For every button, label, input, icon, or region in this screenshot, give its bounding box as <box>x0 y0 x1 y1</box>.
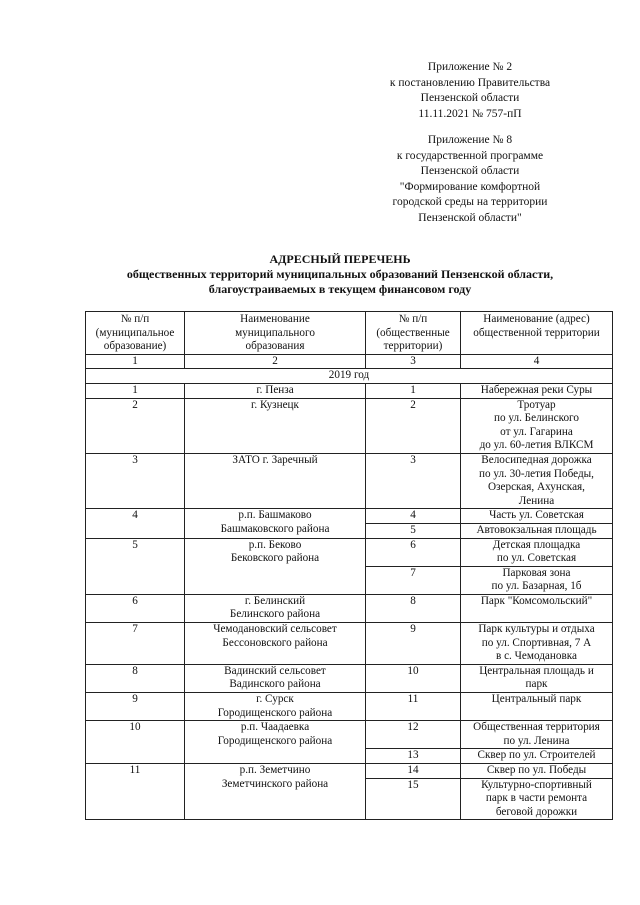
header-line: Пензенской области <box>420 92 520 104</box>
territory-name-cell <box>461 383 613 398</box>
territory-name-line: по ул. Советская <box>496 552 577 565</box>
territory-name-line: Автовокзальная площадь <box>476 523 597 536</box>
territory-number-cell: 4 <box>366 509 461 524</box>
table-row <box>86 721 613 749</box>
mo-name-line: Чемодановский сельсовет <box>213 623 337 636</box>
header-line: 11.11.2021 № 757-пП <box>418 107 522 120</box>
territory-name-cell <box>461 509 613 524</box>
territory-name-line: парк в части ремонта <box>485 792 588 805</box>
mo-number-cell: 7 <box>86 623 185 665</box>
territory-name-line: до ул. 60-летия ВЛКСМ <box>479 439 594 452</box>
mo-name-cell <box>185 623 366 665</box>
territory-name-cell <box>461 778 613 820</box>
territory-name-line: Центральная площадь и <box>479 664 594 677</box>
header-line: "Формирование комфортной <box>399 180 541 193</box>
header-line: Приложение № 8 <box>427 134 513 146</box>
mo-name-cell <box>185 664 366 692</box>
mo-name-line: Белинского района <box>229 608 321 621</box>
territory-name-line: Общественная территория <box>473 721 600 734</box>
territory-name-line: по ул. Базарная, 1б <box>491 580 582 593</box>
mo-name-line: р.п. Чаадаевка <box>240 721 310 734</box>
territory-number-cell: 8 <box>366 594 461 622</box>
territory-name-line: Тротуар <box>517 398 556 411</box>
territory-number-cell: 7 <box>366 566 461 594</box>
territory-number-cell: 5 <box>366 523 461 538</box>
mo-name-cell <box>185 693 366 721</box>
mo-name-line: Бековского района <box>230 552 320 565</box>
territory-name-cell <box>461 398 613 453</box>
mo-name-line: р.п. Башмаково <box>238 509 312 522</box>
column-numbers-row <box>86 354 613 369</box>
territory-name-cell <box>461 538 613 566</box>
column-header-mo-number: № п/п (муниципальное образование) <box>86 312 185 355</box>
territory-name-line: Центральный парк <box>491 693 582 706</box>
mo-name-cell <box>185 538 366 594</box>
title-line: АДРЕСНЫЙ ПЕРЕЧЕНЬ <box>269 252 411 266</box>
header-line: Приложение № 2 <box>427 61 513 73</box>
territory-name-cell <box>461 523 613 538</box>
territory-name-line: по ул. Спортивная, 7 А <box>481 636 592 649</box>
mo-name-line: Бессоновского района <box>222 636 328 649</box>
mo-number-cell: 11 <box>86 764 185 820</box>
mo-name-line: г. Кузнецк <box>251 398 299 411</box>
territory-name-line: парк <box>525 678 548 691</box>
territory-number-cell: 3 <box>366 453 461 508</box>
table-row <box>86 594 613 622</box>
mo-name-cell <box>185 453 366 508</box>
document-header <box>370 60 570 237</box>
territory-name-line: Парк "Комсомольский" <box>480 594 593 607</box>
territory-name-cell <box>461 664 613 692</box>
territory-number-cell: 14 <box>366 764 461 779</box>
table-row <box>86 623 613 665</box>
territory-name-line: по ул. Белинского <box>494 412 579 425</box>
mo-number-cell: 8 <box>86 664 185 692</box>
territory-name-cell <box>461 566 613 594</box>
mo-number-cell: 10 <box>86 721 185 764</box>
year-label: 2019 год <box>86 369 613 384</box>
mo-name-line: г. Сурск <box>256 693 294 706</box>
header-line: к постановлению Правительства <box>389 76 551 89</box>
mo-name-line: Башмаковского района <box>220 522 330 535</box>
header-line: Пензенской области <box>420 165 520 177</box>
mo-name-cell <box>185 764 366 820</box>
title-line: благоустраиваемых в текущем финансовом году <box>208 282 472 296</box>
mo-name-cell <box>185 594 366 622</box>
territory-name-cell <box>461 693 613 721</box>
territory-name-cell <box>461 453 613 508</box>
territory-name-line: Парковая зона <box>502 566 571 579</box>
mo-name-line: Земетчинского района <box>221 777 329 790</box>
table-row <box>86 764 613 779</box>
mo-name-line: р.п. Беково <box>248 538 302 551</box>
mo-number-cell: 3 <box>86 453 185 508</box>
column-header-mo-name: Наименование муниципального образования <box>185 312 366 355</box>
territory-name-line: Ленина <box>518 494 555 507</box>
territory-number-cell: 11 <box>366 693 461 721</box>
mo-number-cell: 2 <box>86 398 185 453</box>
territory-number-cell: 2 <box>366 398 461 453</box>
title-line: общественных территорий муниципальных образований Пензенской области, <box>126 267 554 281</box>
mo-number-cell: 6 <box>86 594 185 622</box>
appendix-8-block <box>370 133 570 226</box>
territory-name-line: Детская площадка <box>492 538 581 551</box>
mo-name-line: Вадинского района <box>229 678 321 691</box>
territory-name-line: Часть ул. Советская <box>489 509 584 522</box>
column-number: 3 <box>366 354 461 369</box>
territory-number-cell: 9 <box>366 623 461 665</box>
column-number: 1 <box>86 354 185 369</box>
mo-name-cell <box>185 383 366 398</box>
table-row <box>86 383 613 398</box>
territory-number-cell: 15 <box>366 778 461 820</box>
table-row <box>86 509 613 524</box>
document-title <box>90 252 590 297</box>
mo-name-line: Вадинский сельсовет <box>224 664 326 677</box>
territory-name-cell <box>461 623 613 665</box>
territory-name-line: Парк культуры и отдыха <box>478 623 595 636</box>
mo-name-line: г. Пенза <box>256 383 294 396</box>
column-number: 4 <box>461 354 613 369</box>
address-list-table <box>85 311 613 820</box>
territory-name-line: Сквер по ул. Победы <box>486 764 587 776</box>
header-line: к государственной программе <box>396 149 544 162</box>
mo-name-cell <box>185 721 366 764</box>
appendix-2-block <box>370 60 570 122</box>
territory-name-line: Сквер по ул. Строителей <box>477 749 596 762</box>
territory-name-cell <box>461 749 613 764</box>
territory-name-cell <box>461 764 613 779</box>
mo-name-line: р.п. Земетчино <box>239 764 311 776</box>
territory-number-cell: 1 <box>366 383 461 398</box>
territory-number-cell: 6 <box>366 538 461 566</box>
mo-name-line: Городищенского района <box>217 734 333 747</box>
mo-number-cell: 4 <box>86 509 185 538</box>
territory-name-cell <box>461 594 613 622</box>
mo-number-cell: 5 <box>86 538 185 594</box>
mo-number-cell: 9 <box>86 693 185 721</box>
territory-number-cell: 13 <box>366 749 461 764</box>
table-row <box>86 693 613 721</box>
header-line: городской среды на территории <box>392 196 548 208</box>
mo-name-line: г. Белинский <box>244 594 306 607</box>
table-row <box>86 398 613 453</box>
mo-name-line: ЗАТО г. Заречный <box>232 453 318 466</box>
territory-name-line: Набережная реки Суры <box>480 383 593 396</box>
mo-number-cell: 1 <box>86 383 185 398</box>
territory-name-line: от ул. Гагарина <box>500 425 573 438</box>
column-header-territory-name: Наименование (адрес) общественной территории <box>461 312 613 355</box>
territory-name-cell <box>461 721 613 749</box>
territory-name-line: беговой дорожки <box>495 805 578 818</box>
table-row <box>86 453 613 508</box>
mo-name-cell <box>185 398 366 453</box>
table-header-row <box>86 312 613 355</box>
table-row <box>86 538 613 566</box>
year-row <box>86 369 613 384</box>
territory-number-cell: 12 <box>366 721 461 749</box>
territory-name-line: по ул. 30-летия Победы, <box>479 467 594 480</box>
column-number: 2 <box>185 354 366 369</box>
territory-name-line: Культурно-спортивный <box>481 778 592 791</box>
territory-name-line: Велосипедная дорожка <box>481 453 592 466</box>
territory-name-line: по ул. Ленина <box>503 734 570 747</box>
mo-name-cell <box>185 509 366 538</box>
territory-number-cell: 10 <box>366 664 461 692</box>
territory-name-line: в с. Чемодановка <box>496 650 577 663</box>
header-line: Пензенской области" <box>418 211 522 224</box>
mo-name-line: Городищенского района <box>217 706 333 719</box>
table-body <box>86 312 613 820</box>
territory-name-line: Озерская, Ахунская, <box>488 481 585 494</box>
column-header-territory-number: № п/п (общественные территории) <box>366 312 461 355</box>
table-row <box>86 664 613 692</box>
